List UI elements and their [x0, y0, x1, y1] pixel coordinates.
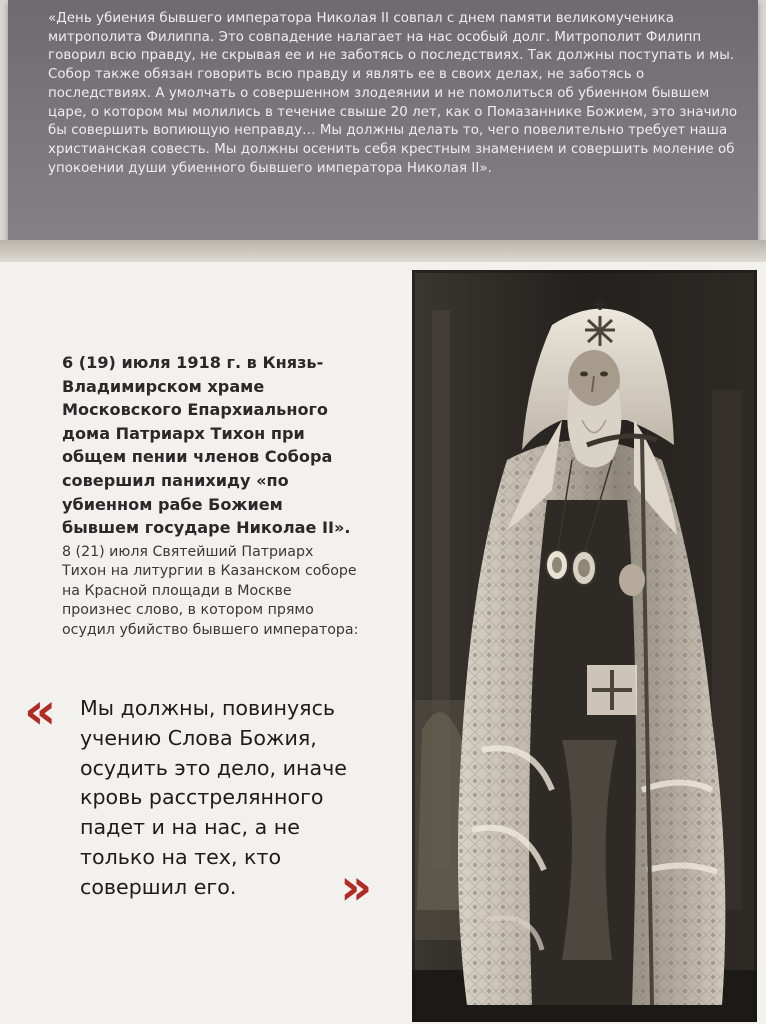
exhibit-board [0, 262, 766, 1024]
top-quote-panel [8, 0, 758, 240]
quote-close-icon: » [340, 858, 373, 916]
top-quote-text: «День убиения бывшего императора Николая II совпал с днем памяти великомученика митрополита Филиппа. Это совпадение налагает на нас особый долг. Митрополит Филипп говорил всю правду, не скрывая ее и не заботясь о последствиях. Так должны поступать и мы. Собор также обязан говорить всю правду и являть ее в своих делах, не заботясь о последствиях. А умолчать о совершенном злодеянии и не помолиться об убиенном бывшем царе, о котором мы молились в течение свыше 20 лет, как о Помазаннике Божием, это значило бы совершить вопиющую неправду… Мы должны делать то, чего повелительно требует наша христианская совесть. Мы должны осенить себя крестным знамением и совершить моление об упокоении души убиенного бывшего императора Николая II». [48, 11, 738, 176]
wall-gap [0, 240, 766, 262]
sub-paragraph: 8 (21) июля Святейший Патриарх Тихон на литургии в Казанском соборе на Красной площади в Москве произнес слово, в котором прямо осудил убийство бывшего императора: [62, 544, 359, 638]
lead-paragraph: 6 (19) июля 1918 г. в Князь-Владимирском храме Московского Епархиального дома Патриарх Тихон при общем пении членов Собора совершил панихиду «по убиенном рабе Божием бывшем государе Николае II». [62, 353, 351, 538]
quote-open-icon: « [24, 682, 57, 740]
patriarch-photo [412, 270, 757, 1022]
patriarch-photo-drawing [412, 270, 757, 1022]
text-column [0, 262, 414, 1024]
main-quote: Мы должны, повинуясь учению Слова Божия, осудить это дело, иначе кровь расстрелянного падет и на нас, а не только на тех, кто совершил его. [80, 696, 347, 899]
